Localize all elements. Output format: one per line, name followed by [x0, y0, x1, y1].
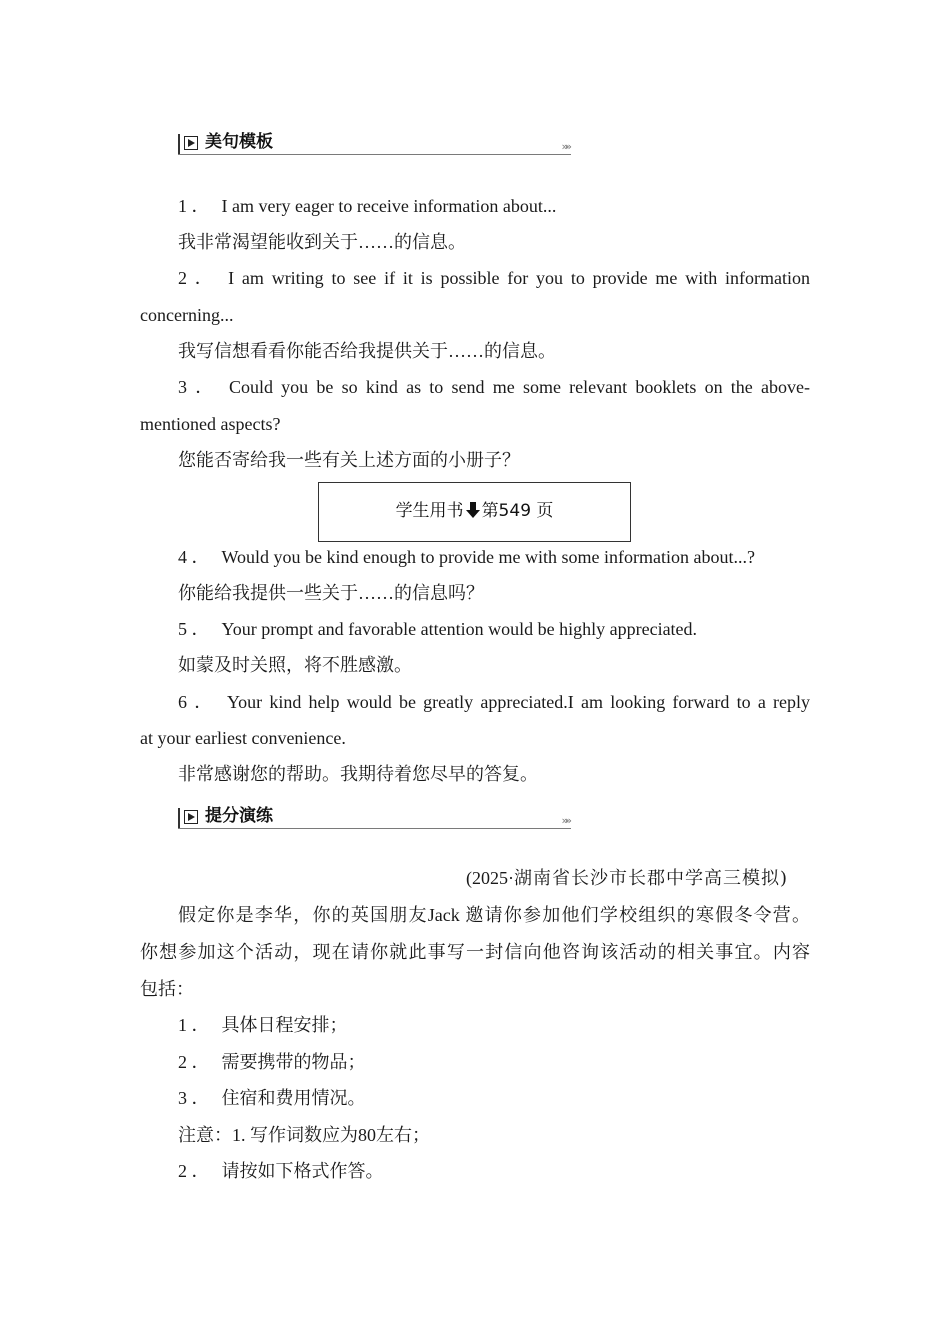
section-title: 美句模板: [205, 132, 273, 152]
sentence-6-en-line1: [178, 690, 810, 714]
prompt-line-1: 假定你是李华，你的英国朋友Jack 邀请你参加他们学校组织的寒假冬令营。: [178, 905, 810, 925]
sentence-text: I am writing to see if it is possible for you to provide me with information: [228, 268, 811, 288]
sentence-2-en-line2: concerning...: [140, 305, 234, 325]
section-header-templates: [178, 132, 571, 155]
item-text: 具体日程安排；: [221, 1015, 348, 1035]
chevron-right-icon: »»: [561, 814, 569, 827]
prompt-line-2: 你想参加这个活动，现在请你就此事写一封信向他咨询该活动的相关事宜。内容: [140, 942, 810, 962]
sentence-2-zh: 我写信想看看你能否给我提供关于……的信息。: [178, 341, 556, 361]
item-number: 3 ．: [178, 1088, 210, 1108]
sentence-3-zh: 您能否寄给我一些有关上述方面的小册子？: [178, 450, 520, 470]
item-number: 6 ．: [178, 692, 215, 712]
requirement-item-2: [178, 1050, 366, 1074]
item-number: 4 ．: [178, 547, 210, 567]
source-name: 湖南省长沙市长郡中学高三模拟): [514, 868, 789, 889]
banner-page: 第549 页: [481, 501, 554, 521]
sentence-4-zh: 你能给我提供一些关于……的信息吗？: [178, 583, 484, 603]
banner-label: 学生用书: [395, 501, 464, 521]
sentence-2-en-line1: [178, 266, 810, 290]
sentence-5-en: [178, 617, 697, 641]
sentence-1-zh: 我非常渴望能收到关于……的信息。: [178, 232, 466, 252]
sentence-text: Would you be kind enough to provide me with some information about...?: [221, 547, 755, 567]
item-text: 住宿和费用情况。: [221, 1088, 366, 1108]
sentence-text: Your kind help would be greatly appreciated.I am looking forward to a reply: [226, 692, 811, 712]
play-icon: [184, 810, 198, 824]
requirement-item-1: [178, 1013, 348, 1037]
item-number: 5 ．: [178, 619, 210, 639]
sentence-1-en: [178, 194, 556, 218]
note-line-2: [178, 1159, 384, 1183]
down-arrow-icon: [466, 502, 480, 518]
item-number: 2 ．: [178, 1052, 210, 1072]
item-number: 2 ．: [178, 1161, 210, 1181]
student-book-page-banner: [318, 482, 631, 542]
sentence-6-en-line2: at your earliest convenience.: [140, 728, 346, 748]
item-text: 需要携带的物品；: [221, 1052, 366, 1072]
chevron-right-icon: »»: [561, 140, 569, 153]
note-text: 请按如下格式作答。: [221, 1161, 384, 1181]
play-icon: [184, 136, 198, 150]
item-number: 2 ．: [178, 268, 217, 288]
requirement-item-3: [178, 1086, 366, 1110]
sentence-text: Your prompt and favorable attention would be highly appreciated.: [221, 619, 698, 639]
sentence-text: I am very eager to receive information about...: [221, 196, 557, 216]
section-title: 提分演练: [205, 806, 273, 826]
sentence-6-zh: 非常感谢您的帮助。我期待着您尽早的答复。: [178, 764, 538, 784]
note-line-1: 注意：1. 写作词数应为80左右；: [178, 1125, 430, 1145]
sentence-text: Could you be so kind as to send me some relevant booklets on the above-: [228, 377, 810, 397]
sentence-4-en: [178, 545, 755, 569]
exercise-source: [466, 866, 788, 891]
prompt-line-3: 包括：: [140, 979, 194, 999]
sentence-5-zh: 如蒙及时关照，将不胜感激。: [178, 655, 412, 675]
sentence-3-en-line1: [178, 375, 810, 399]
item-number: 3 ．: [178, 377, 217, 397]
header-bar: [178, 808, 180, 828]
item-number: 1 ．: [178, 196, 210, 216]
section-header-practice: [178, 806, 571, 829]
header-bar: [178, 134, 180, 154]
source-year: (2025·: [466, 868, 514, 888]
item-number: 1 ．: [178, 1015, 210, 1035]
sentence-3-en-line2: mentioned aspects?: [140, 414, 281, 434]
